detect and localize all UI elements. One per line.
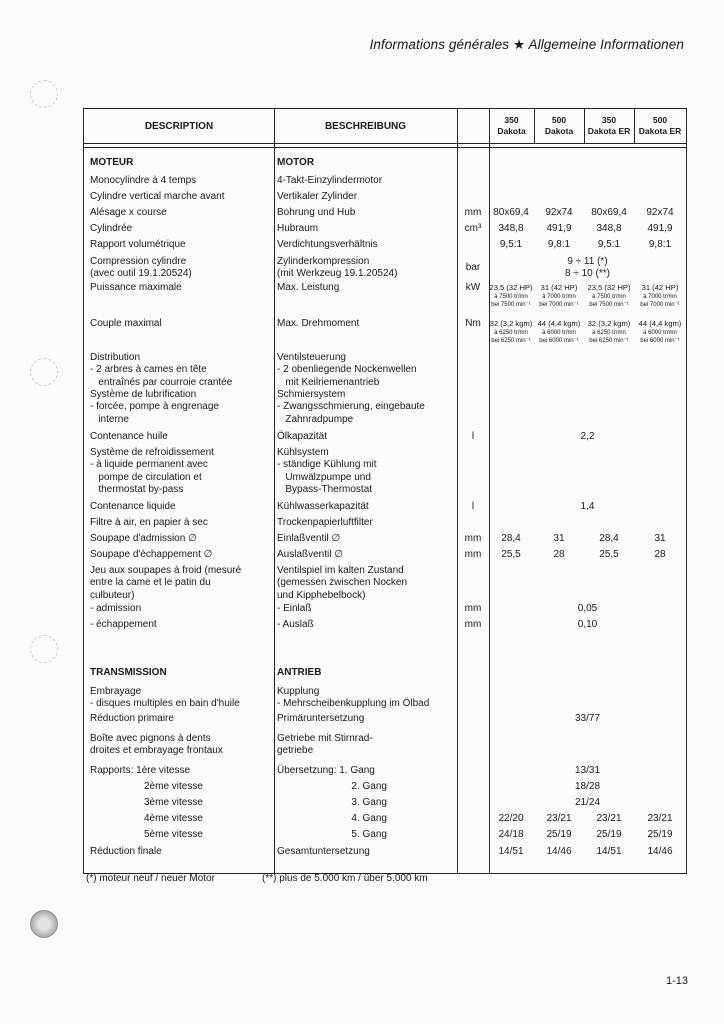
column-header-model: 350 Dakota ER <box>587 115 631 136</box>
spec-value: 32 (3,2 kgm) <box>489 319 533 328</box>
spec-value: 31 <box>553 533 565 544</box>
spec-value-all-models: 18/28 <box>574 781 601 792</box>
spec-value: 14/46 <box>546 846 572 857</box>
spec-value-all-models: 9 ÷ 11 (*) 8 ÷ 10 (**) <box>565 256 610 279</box>
description-de: Auslaßventil ∅ <box>277 549 343 560</box>
spec-value: 92x74 <box>646 207 674 218</box>
spec-value: 23,5 (32 HP) <box>587 283 631 292</box>
spec-subvalue: à 7000 tr/mn bei 7000 min⁻¹ <box>640 294 680 308</box>
description-de: Max. Leistung <box>277 282 340 293</box>
description-fr: Cylindre vertical marche avant <box>90 191 225 202</box>
description-fr: - admission <box>90 603 142 614</box>
description-de: Vertikaler Zylinder <box>277 191 358 202</box>
description-de: Primäruntersetzung <box>277 713 365 724</box>
spec-subvalue: à 6000 tr/mn bei 6000 min⁻¹ <box>539 330 579 344</box>
unit-label: l <box>471 431 475 442</box>
description-fr: Système de refroidissement - à liquide permanent avec pompe de circulation et thermostat by-pass <box>90 447 214 496</box>
spec-subvalue: à 6250 tr/mn bei 6250 min⁻¹ <box>589 330 629 344</box>
spec-value: 9,8:1 <box>648 239 672 250</box>
description-de: Ventilsteuerung - 2 obenliegende Nockenwellen mit Keilriemenantrieb <box>277 352 417 388</box>
unit-label: mm <box>464 207 482 218</box>
description-de: Ölkapazität <box>277 431 328 442</box>
description-fr: Distribution - 2 arbres à cames en tête entraînés par courroie crantée <box>90 352 233 388</box>
spec-value: 80x69,4 <box>591 207 627 218</box>
description-de: Getriebe mit Stirnrad- getriebe <box>277 733 373 757</box>
spec-value-all-models: 2,2 <box>580 431 595 442</box>
description-fr: Soupape d'admission ∅ <box>90 533 197 544</box>
description-fr: Alésage x course <box>90 207 167 218</box>
description-fr: Puissance maximale <box>90 282 182 293</box>
unit-label: mm <box>464 619 482 630</box>
description-fr: - échappement <box>90 619 157 630</box>
spec-value: 28,4 <box>599 533 619 544</box>
punch-hole-mark <box>30 635 58 663</box>
description-de: Schmiersystem - Zwangsschmierung, eingebaute Zahnradpumpe <box>277 389 425 425</box>
spec-value: 9,8:1 <box>547 239 571 250</box>
unit-label: cm³ <box>464 223 482 234</box>
description-fr: MOTEUR <box>90 157 134 168</box>
description-de: Kühlsystem - ständige Kühlung mit Umwälzpumpe und Bypass-Thermostat <box>277 447 377 496</box>
spec-value: 9,5:1 <box>499 239 523 250</box>
spec-value: 25/19 <box>596 829 622 840</box>
description-de: Kupplung - Mehrscheibenkupplung im Ölbad <box>277 686 430 710</box>
spec-value: 31 (42 HP) <box>540 283 578 292</box>
description-fr: Réduction finale <box>90 846 162 857</box>
spec-value: 23/21 <box>546 813 572 824</box>
unit-label: kW <box>465 282 481 293</box>
description-fr: Système de lubrification - forcée, pompe à engrenage interne <box>90 389 219 425</box>
spec-value: 28 <box>553 549 565 560</box>
spec-value-all-models: 13/31 <box>574 765 601 776</box>
description-de: MOTOR <box>277 157 315 168</box>
description-de: Trockenpapierluftfilter <box>277 517 373 528</box>
description-de: Einlaßventil ∅ <box>277 533 341 544</box>
punch-hole-mark <box>30 910 58 938</box>
description-de: 5. Gang <box>351 829 387 840</box>
spec-value: 14/51 <box>498 846 524 857</box>
footnote-over-5000km: (**) plus de 5.000 km / über 5.000 km <box>262 873 428 884</box>
spec-value: 28,4 <box>501 533 521 544</box>
spec-subvalue: à 7500 tr/mn bei 7500 min⁻¹ <box>491 294 531 308</box>
spec-value: 92x74 <box>545 207 573 218</box>
column-header-description: DESCRIPTION <box>144 121 214 132</box>
description-fr: Filtre à air, en papier à sec <box>90 517 208 528</box>
description-fr: Rapport volumétrique <box>90 239 186 250</box>
description-fr: Rapports: 1ère vitesse <box>90 765 191 776</box>
footnote-new-engine: (*) moteur neuf / neuer Motor <box>86 873 215 884</box>
spec-subvalue: à 6000 tr/mn bei 6000 min⁻¹ <box>640 330 680 344</box>
description-fr: 2ème vitesse <box>144 781 203 792</box>
spec-value: 24/18 <box>498 829 524 840</box>
description-fr: Couple maximal <box>90 318 162 329</box>
specification-table <box>83 108 687 874</box>
description-de: Kühlwasserkapazität <box>277 501 369 512</box>
punch-hole-mark <box>30 358 58 386</box>
spec-value: 491,9 <box>546 223 572 234</box>
description-fr: Boîte avec pignons à dents droites et embrayage frontaux <box>90 733 223 757</box>
unit-label: bar <box>465 262 481 273</box>
spec-value: 14/46 <box>647 846 673 857</box>
description-de: Zylinderkompression (mit Werkzeug 19.1.20524) <box>277 256 398 280</box>
column-header-model: 500 Dakota ER <box>638 115 682 136</box>
spec-subvalue: à 7000 tr/mn bei 7000 min⁻¹ <box>539 294 579 308</box>
spec-value-all-models: 21/24 <box>574 797 601 808</box>
spec-value: 25,5 <box>501 549 521 560</box>
description-fr: Contenance liquide <box>90 501 176 512</box>
spec-value-all-models: 33/77 <box>574 713 601 724</box>
description-de: 4. Gang <box>351 813 387 824</box>
spec-value: 28 <box>654 549 666 560</box>
spec-value: 25/19 <box>647 829 673 840</box>
spec-value: 348,8 <box>596 223 622 234</box>
description-fr: Contenance huile <box>90 431 168 442</box>
spec-value: 80x69,4 <box>493 207 529 218</box>
spec-value: 31 <box>654 533 666 544</box>
unit-label: mm <box>464 549 482 560</box>
spec-value-all-models: 1,4 <box>580 501 595 512</box>
spec-value: 348,8 <box>498 223 524 234</box>
description-de: ANTRIEB <box>277 667 322 678</box>
spec-value: 23,5 (32 HP) <box>489 283 533 292</box>
description-de: 3. Gang <box>351 797 387 808</box>
description-fr: Réduction primaire <box>90 713 174 724</box>
description-de: - Auslaß <box>277 619 314 630</box>
description-fr: Jeu aux soupapes à froid (mesuré entre la came et le patin du culbuteur) <box>90 565 242 601</box>
description-de: Bohrung und Hub <box>277 207 356 218</box>
spec-value: 9,5:1 <box>597 239 621 250</box>
description-fr: Embrayage - disques multiples en bain d'huile <box>90 686 240 710</box>
column-header-beschreibung: BESCHREIBUNG <box>324 121 407 132</box>
description-de: - Einlaß <box>277 603 312 614</box>
description-fr: 5ème vitesse <box>144 829 203 840</box>
spec-value: 14/51 <box>596 846 622 857</box>
description-fr: Cylindrée <box>90 223 133 234</box>
description-de: Verdichtungsverhältnis <box>277 239 378 250</box>
description-fr: TRANSMISSION <box>90 667 167 678</box>
spec-value: 23/21 <box>596 813 622 824</box>
page-number: 1-13 <box>665 975 688 987</box>
description-de: Gesamtuntersetzung <box>277 846 370 857</box>
spec-value: 23/21 <box>647 813 673 824</box>
unit-label: l <box>471 501 475 512</box>
description-fr: Monocylindre à 4 temps <box>90 175 197 186</box>
spec-value: 44 (4,4 kgm) <box>638 319 682 328</box>
description-de: Übersetzung: 1. Gang <box>277 765 375 776</box>
spec-value-all-models: 0,10 <box>577 619 598 630</box>
spec-value: 491,9 <box>647 223 673 234</box>
unit-label: mm <box>464 533 482 544</box>
punch-hole-mark <box>30 80 58 108</box>
spec-value: 25/19 <box>546 829 572 840</box>
spec-value: 25,5 <box>599 549 619 560</box>
spec-value: 31 (42 HP) <box>641 283 679 292</box>
description-de: Ventilspiel im kalten Zustand (gemessen zwischen Nocken und Kipphebelbock) <box>277 565 408 601</box>
description-fr: 3ème vitesse <box>144 797 203 808</box>
description-fr: Soupape d'échappement ∅ <box>90 549 213 560</box>
description-de: 4-Takt-Einzylindermotor <box>277 175 383 186</box>
column-header-model: 500 Dakota <box>544 115 574 136</box>
description-de: 2. Gang <box>351 781 387 792</box>
unit-label: mm <box>464 603 482 614</box>
spec-subvalue: à 7500 tr/mn bei 7500 min⁻¹ <box>589 294 629 308</box>
spec-value: 22/20 <box>498 813 524 824</box>
column-header-model: 350 Dakota <box>497 115 526 136</box>
spec-subvalue: à 6250 tr/mn bei 6250 min⁻¹ <box>491 330 531 344</box>
description-fr: 4ème vitesse <box>144 813 203 824</box>
page-header-title: Informations générales ★ Allgemeine Informationen <box>369 37 684 52</box>
spec-value-all-models: 0,05 <box>577 603 598 614</box>
spec-value: 32 (3,2 kgm) <box>587 319 631 328</box>
spec-value: 44 (4,4 kgm) <box>537 319 581 328</box>
unit-label: Nm <box>465 318 481 329</box>
description-de: Hubraum <box>277 223 319 234</box>
description-de: Max. Drehmoment <box>277 318 360 329</box>
description-fr: Compression cylindre (avec outil 19.1.20524) <box>90 256 192 280</box>
